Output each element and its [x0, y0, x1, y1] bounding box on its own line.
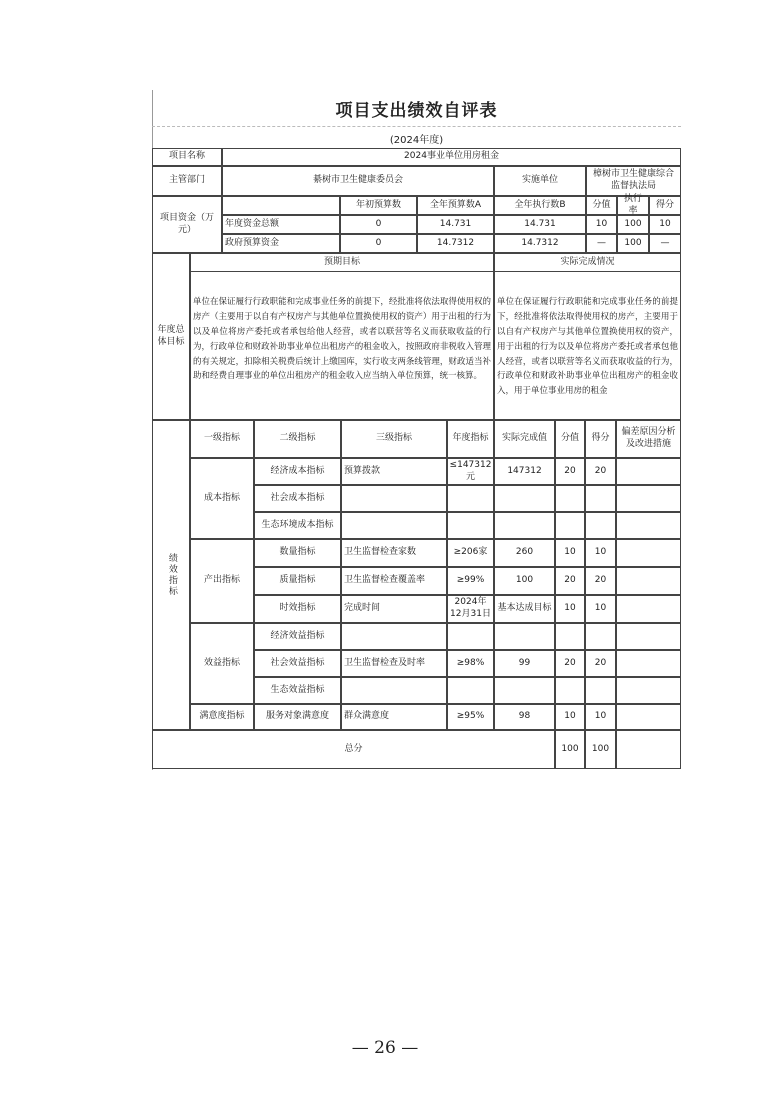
col-score-value: 分值 [555, 420, 585, 458]
reason-cell [616, 539, 681, 567]
col-exec-rate: 执行率 [617, 196, 649, 215]
project-name-value: 2024事业单位用房租金 [222, 148, 681, 166]
score-cell: 20 [585, 650, 616, 677]
level3-cell [341, 485, 447, 512]
reason-cell [616, 458, 681, 485]
expected-goal-header: 预期目标 [190, 253, 494, 272]
score-cell: 10 [585, 595, 616, 623]
funds-cell-exec: 14.7312 [494, 234, 586, 253]
funds-cell-score: 10 [649, 215, 681, 234]
level1-cost: 成本指标 [190, 458, 254, 539]
col-level2: 二级指标 [254, 420, 341, 458]
funds-cell-score-value: 10 [586, 215, 617, 234]
col-score-value: 分值 [586, 196, 617, 215]
actual-cell [494, 485, 555, 512]
total-label: 总分 [152, 730, 555, 769]
total-score: 100 [585, 730, 616, 769]
impl-unit-label: 实施单位 [494, 166, 586, 196]
reason-cell [616, 677, 681, 704]
score-cell [585, 677, 616, 704]
target-cell [447, 677, 494, 704]
funds-cell-exec-rate: 100 [617, 215, 649, 234]
total-reason-blank [616, 730, 681, 769]
actual-cell [494, 512, 555, 539]
col-target: 年度指标 [447, 420, 494, 458]
level3-cell: 群众满意度 [341, 704, 447, 730]
target-cell [447, 512, 494, 539]
level3-cell: 卫生监督检查覆盖率 [341, 567, 447, 595]
level2-cell: 社会效益指标 [254, 650, 341, 677]
level2-cell: 经济成本指标 [254, 458, 341, 485]
reason-cell [616, 485, 681, 512]
funds-row-label: 政府预算资金 [222, 234, 340, 253]
level3-cell [341, 677, 447, 704]
target-cell: ≥206家 [447, 539, 494, 567]
reason-cell [616, 595, 681, 623]
level3-cell [341, 623, 447, 650]
target-cell [447, 623, 494, 650]
actual-cell: 基本达成目标 [494, 595, 555, 623]
score-cell [585, 623, 616, 650]
score-cell: 20 [585, 567, 616, 595]
actual-cell: 100 [494, 567, 555, 595]
actual-goal-text: 单位在保证履行行政职能和完成事业任务的前提下，经批准将依法取得使用权的房产，主要用于以自有产权房产与其他单位置换使用权的资产，用于出租的行为以及单位将房产委托或者承包他人经营，或者以联营等名义而获取收益的行为，行政单位和财政补助事业单位出租房产的租金收入，用于单位事业用房的租金 [497, 297, 678, 397]
level2-cell: 生态效益指标 [254, 677, 341, 704]
level1-satisfaction: 满意度指标 [190, 704, 254, 730]
target-cell: ≤147312元 [447, 458, 494, 485]
level2-cell: 服务对象满意度 [254, 704, 341, 730]
col-score: 得分 [649, 196, 681, 215]
col-initial-budget: 年初预算数 [340, 196, 417, 215]
expected-goal-text: 单位在保证履行行政职能和完成事业任务的前提下，经批准将依法取得使用权的房产（主要用于以自有产权房产与其他单位置换使用权的资产）用于出租的行为以及单位将房产委托或者承包给他人经营，或者以联营等名义而获取收益的行为，行政单位和财政补助事业单位出租房产的租金收入，按照政府非税收入管理的有关规定，扣除相关税费后统计上缴国库，实行收支两条线管理，财政适当补助和经费自理事业的单位出租房产的租金收入应当纳入单位预算，统一核算。 [193, 297, 491, 382]
level3-cell [341, 512, 447, 539]
score-cell [585, 485, 616, 512]
score-value-cell [555, 677, 585, 704]
col-level3: 三级指标 [341, 420, 447, 458]
target-cell [447, 485, 494, 512]
reason-cell [616, 567, 681, 595]
level3-cell: 完成时间 [341, 595, 447, 623]
funds-header-blank [222, 196, 340, 215]
actual-cell [494, 623, 555, 650]
dept-value: 綦树市卫生健康委员会 [222, 166, 494, 196]
level2-cell: 数量指标 [254, 539, 341, 567]
reason-cell [616, 704, 681, 730]
level3-cell: 卫生监督检查家数 [341, 539, 447, 567]
score-value-cell: 10 [555, 704, 585, 730]
score-value-cell [555, 623, 585, 650]
score-value-cell: 20 [555, 567, 585, 595]
col-annual-budget: 全年预算数A [417, 196, 494, 215]
perf-label: 绩效指标 [166, 553, 177, 597]
score-value-cell: 20 [555, 458, 585, 485]
actual-cell: 99 [494, 650, 555, 677]
goals-label: 年度总体目标 [152, 253, 190, 420]
reason-cell [616, 512, 681, 539]
reason-cell [616, 623, 681, 650]
level2-cell: 生态环境成本指标 [254, 512, 341, 539]
actual-goal-header: 实际完成情况 [494, 253, 681, 272]
level2-cell: 经济效益指标 [254, 623, 341, 650]
page-title: 项目支出绩效自评表 [335, 101, 498, 121]
target-cell: 2024年12月31日 [447, 595, 494, 623]
total-score-value: 100 [555, 730, 585, 769]
funds-cell-annual: 14.7312 [417, 234, 494, 253]
level2-cell: 社会成本指标 [254, 485, 341, 512]
impl-unit-value: 樟树市卫生健康综合监督执法局 [586, 166, 681, 196]
level3-cell: 预算拨款 [341, 458, 447, 485]
title-divider [152, 126, 681, 127]
score-value-cell [555, 485, 585, 512]
level2-cell: 质量指标 [254, 567, 341, 595]
level1-output: 产出指标 [190, 539, 254, 623]
score-cell: 10 [585, 539, 616, 567]
target-cell: ≥95% [447, 704, 494, 730]
score-cell [585, 512, 616, 539]
fiscal-year: (2024年度) [389, 135, 444, 146]
level3-cell: 卫生监督检查及时率 [341, 650, 447, 677]
target-cell: ≥98% [447, 650, 494, 677]
project-name-label: 项目名称 [152, 148, 222, 166]
actual-cell: 260 [494, 539, 555, 567]
col-score: 得分 [585, 420, 616, 458]
funds-label: 项目资金（万元） [152, 196, 222, 253]
level2-cell: 时效指标 [254, 595, 341, 623]
actual-cell: 147312 [494, 458, 555, 485]
page-number: — 26 — [351, 1038, 419, 1058]
actual-cell: 98 [494, 704, 555, 730]
actual-cell [494, 677, 555, 704]
funds-cell-exec-rate: 100 [617, 234, 649, 253]
perf-label-cell [152, 420, 190, 730]
target-cell: ≥99% [447, 567, 494, 595]
score-value-cell: 20 [555, 650, 585, 677]
dept-label: 主管部门 [152, 166, 222, 196]
funds-cell-initial: 0 [340, 234, 417, 253]
score-cell: 20 [585, 458, 616, 485]
reason-cell [616, 650, 681, 677]
funds-cell-annual: 14.731 [417, 215, 494, 234]
funds-cell-score: — [649, 234, 681, 253]
funds-cell-exec: 14.731 [494, 215, 586, 234]
score-value-cell: 10 [555, 595, 585, 623]
col-level1: 一级指标 [190, 420, 254, 458]
col-reason: 偏差原因分析及改进措施 [616, 420, 681, 458]
score-cell: 10 [585, 704, 616, 730]
funds-cell-score-value: — [586, 234, 617, 253]
score-value-cell: 10 [555, 539, 585, 567]
funds-row-label: 年度资金总额 [222, 215, 340, 234]
funds-cell-initial: 0 [340, 215, 417, 234]
col-annual-exec: 全年执行数B [494, 196, 586, 215]
score-value-cell [555, 512, 585, 539]
col-actual: 实际完成值 [494, 420, 555, 458]
level1-benefit: 效益指标 [190, 623, 254, 704]
